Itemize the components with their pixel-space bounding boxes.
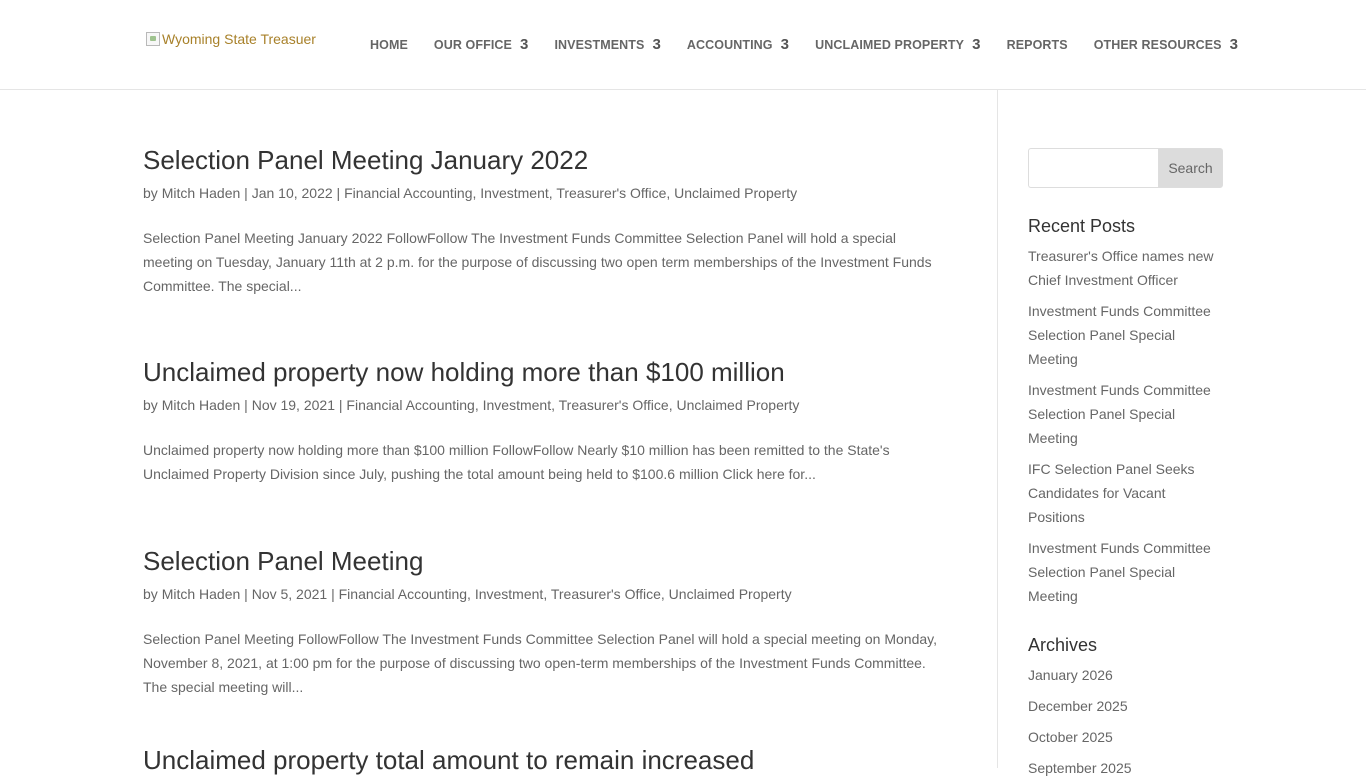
post-category-link[interactable]: Treasurer's Office <box>558 397 669 413</box>
recent-post-link[interactable]: Treasurer's Office names new Chief Investment Officer <box>1028 248 1214 288</box>
post-title-link[interactable]: Selection Panel Meeting January 2022 <box>143 145 589 175</box>
submenu-caret-icon: 3 <box>652 36 661 53</box>
post-title-link[interactable]: Unclaimed property total amount to remain increased <box>143 745 755 775</box>
recent-post-link[interactable]: Investment Funds Committee Selection Panel Special Meeting <box>1028 382 1211 446</box>
post-author-link[interactable]: Mitch Haden <box>161 185 241 201</box>
post-date: Nov 5, 2021 <box>251 586 328 602</box>
post-category-link[interactable]: Unclaimed Property <box>676 397 800 413</box>
recent-posts-list <box>1028 244 1223 608</box>
post-excerpt: Selection Panel Meeting January 2022 FollowFollow The Investment Funds Committee Selection Panel will hold a special meeting on Tuesday, January 11th at 2 p.m. for the purpose of discussing two open term memberships of the Investment Funds Committee. The special... <box>143 230 932 294</box>
post-title-link[interactable]: Selection Panel Meeting <box>143 546 424 576</box>
nav-item-label: HOME <box>370 37 408 52</box>
post-category-link[interactable]: Financial Accounting <box>338 586 468 602</box>
recent-post-link[interactable]: IFC Selection Panel Seeks Candidates for Vacant Positions <box>1028 461 1195 525</box>
site-logo[interactable] <box>146 31 316 47</box>
post-author-link[interactable]: Mitch Haden <box>161 586 241 602</box>
nav-item-unclaimed-property[interactable] <box>815 36 980 53</box>
nav-item-label: INVESTMENTS <box>554 37 645 52</box>
nav-item-other-resources[interactable] <box>1094 36 1238 53</box>
post-meta: by Mitch Haden | Nov 5, 2021 | Financial Accounting, Investment, Treasurer's Office, Unclaimed Property <box>143 586 792 602</box>
post-category-link[interactable]: Investment <box>474 586 544 602</box>
archives-widget <box>1028 633 1223 780</box>
post-excerpt: Selection Panel Meeting FollowFollow The Investment Funds Committee Selection Panel will hold a special meeting on Monday, November 8, 2021, at 1:00 pm for the purpose of discussing two open-term memberships of the Investment Funds Committee. The special meeting will... <box>143 631 938 695</box>
archive-month-link[interactable]: September 2025 <box>1028 760 1132 776</box>
archive-month-link[interactable]: January 2026 <box>1028 667 1113 683</box>
recent-posts-widget <box>1028 214 1223 608</box>
post-date: Jan 10, 2022 <box>251 185 333 201</box>
nav-item-reports[interactable] <box>1007 38 1068 52</box>
nav-item-accounting[interactable] <box>687 36 789 53</box>
nav-item-label: ACCOUNTING <box>686 37 773 52</box>
archive-month-link[interactable]: October 2025 <box>1028 729 1113 745</box>
nav-item-label: OTHER RESOURCES <box>1093 37 1222 52</box>
nav-item-label: REPORTS <box>1006 37 1068 52</box>
post-entry <box>143 545 948 699</box>
post-meta-by: by <box>143 586 162 602</box>
post-entry <box>143 744 948 776</box>
post-category-link[interactable]: Investment <box>482 397 552 413</box>
post-entry <box>143 356 948 486</box>
site-header <box>0 0 1366 90</box>
post-meta: by Mitch Haden | Nov 19, 2021 | Financial Accounting, Investment, Treasurer's Office, Unclaimed Property <box>143 397 800 413</box>
archives-list <box>1028 663 1223 780</box>
post-category-link[interactable]: Treasurer's Office <box>550 586 661 602</box>
nav-item-our-office[interactable] <box>434 36 529 53</box>
broken-image-icon <box>146 32 160 46</box>
post-date: Nov 19, 2021 <box>251 397 335 413</box>
post-category-link[interactable]: Financial Accounting <box>346 397 475 413</box>
submenu-caret-icon: 3 <box>520 36 529 53</box>
submenu-caret-icon: 3 <box>972 36 981 53</box>
nav-item-label: OUR OFFICE <box>433 37 512 52</box>
post-title-link[interactable]: Unclaimed property now holding more than $100 million <box>143 357 785 387</box>
nav-item-investments[interactable] <box>554 36 660 53</box>
sidebar-divider <box>997 90 998 768</box>
submenu-caret-icon: 3 <box>780 36 790 53</box>
nav-item-home[interactable] <box>370 38 408 52</box>
post-category-link[interactable]: Unclaimed Property <box>668 586 792 602</box>
nav-item-label: UNCLAIMED PROPERTY <box>815 37 965 52</box>
post-excerpt: Unclaimed property now holding more than $100 million FollowFollow Nearly $10 million has been remitted to the State's Unclaimed Property Division since July, pushing the total amount being held to $100.6 million Click here for... <box>143 442 890 482</box>
archive-month-link[interactable]: December 2025 <box>1028 698 1128 714</box>
post-author-link[interactable]: Mitch Haden <box>161 397 241 413</box>
post-category-link[interactable]: Financial Accounting <box>344 185 473 201</box>
recent-post-link[interactable]: Investment Funds Committee Selection Panel Special Meeting <box>1028 540 1211 604</box>
post-category-link[interactable]: Unclaimed Property <box>674 185 798 201</box>
search-form <box>1028 148 1223 188</box>
post-meta-by: by <box>143 185 162 201</box>
post-entry <box>143 144 948 298</box>
post-category-link[interactable]: Treasurer's Office <box>556 185 667 201</box>
post-category-link[interactable]: Investment <box>480 185 549 201</box>
main-nav <box>370 36 1238 53</box>
post-meta: by Mitch Haden | Jan 10, 2022 | Financial Accounting, Investment, Treasurer's Office, Unclaimed Property <box>143 185 798 201</box>
submenu-caret-icon: 3 <box>1229 36 1239 53</box>
logo-alt-text: Wyoming State Treasuer <box>162 31 316 47</box>
search-button[interactable]: Search <box>1158 148 1223 188</box>
post-meta-by: by <box>143 397 162 413</box>
archives-title: Archives <box>1028 635 1098 655</box>
recent-post-link[interactable]: Investment Funds Committee Selection Panel Special Meeting <box>1028 303 1211 367</box>
search-input[interactable] <box>1028 148 1158 188</box>
recent-posts-title: Recent Posts <box>1028 216 1136 236</box>
